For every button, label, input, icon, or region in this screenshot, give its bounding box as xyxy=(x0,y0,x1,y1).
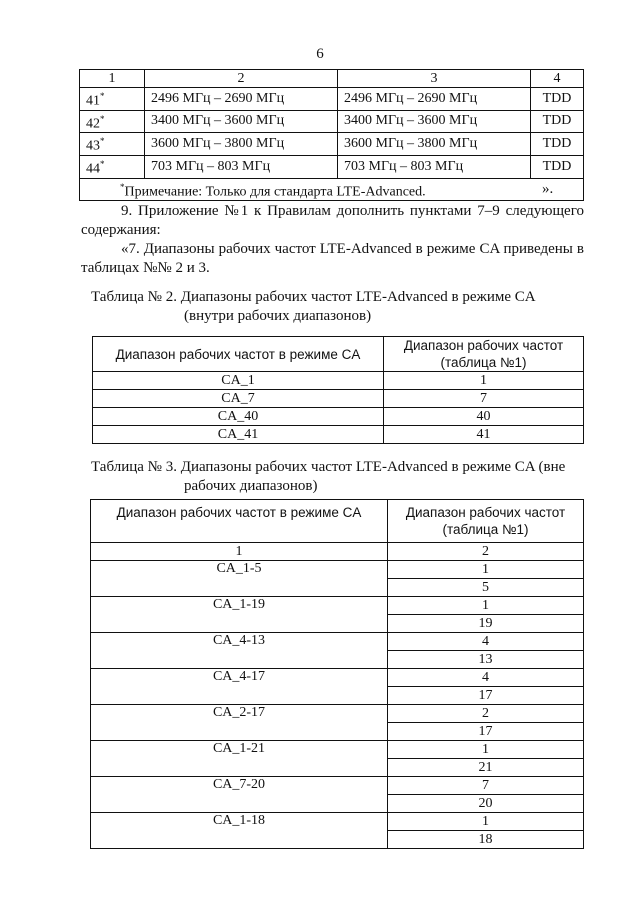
numbering-cell: 2 xyxy=(388,543,584,561)
mode-cell: TDD xyxy=(531,133,584,156)
downlink-cell: 703 МГц – 803 МГц xyxy=(338,155,531,178)
band-cell: 1 xyxy=(388,741,584,759)
table-row xyxy=(80,110,584,133)
uplink-cell: 3600 МГц – 3800 МГц xyxy=(145,133,338,156)
band-cell: 1 xyxy=(388,561,584,579)
closing-quote: ». xyxy=(542,181,554,197)
table-row xyxy=(93,426,584,444)
paragraph-7: «7. Диапазоны рабочих частот LTE-Advanced в режиме CA приведены в таблицах №№ 2 и 3. xyxy=(81,241,584,276)
mode-cell: TDD xyxy=(531,155,584,178)
numbering-row xyxy=(91,543,584,561)
mode-cell: TDD xyxy=(531,110,584,133)
table-row xyxy=(91,741,584,759)
ca-cell: CA_1-18 xyxy=(91,813,388,849)
downlink-cell: 3600 МГц – 3800 МГц xyxy=(338,133,531,156)
table3-caption-line: Таблица № 3. Диапазоны рабочих частот LTE-Advanced в режиме CA (вне xyxy=(91,459,566,475)
table-row xyxy=(93,408,584,426)
band-cell: 7 xyxy=(388,777,584,795)
band-cell: 40 xyxy=(384,408,584,426)
table2-caption xyxy=(91,288,586,326)
ca-cell: CA_2-17 xyxy=(91,705,388,741)
table-row xyxy=(93,390,584,408)
band-cell: 1 xyxy=(388,813,584,831)
table-header-row xyxy=(93,337,584,372)
header-cell: 4 xyxy=(531,70,584,88)
band-cell: 41 xyxy=(384,426,584,444)
band-cell: 5 xyxy=(388,579,584,597)
table-row xyxy=(80,88,584,111)
table-row xyxy=(91,561,584,579)
ca-cell: CA_1 xyxy=(93,372,384,390)
table-row xyxy=(93,372,584,390)
band-cell: 18 xyxy=(388,831,584,849)
table3-caption-line: рабочих диапазонов) xyxy=(184,478,318,494)
band-cell: 7 xyxy=(384,390,584,408)
downlink-cell: 2496 МГц – 2690 МГц xyxy=(338,88,531,111)
table-header-row xyxy=(80,70,584,88)
band-cell: 17 xyxy=(388,687,584,705)
table-note: *Примечание: Только для стандарта LTE-Advanced. xyxy=(80,178,584,201)
header-cell: 3 xyxy=(338,70,531,88)
table-row xyxy=(91,813,584,831)
table3-caption xyxy=(91,458,586,496)
band-cell: 13 xyxy=(388,651,584,669)
band-cell: 17 xyxy=(388,723,584,741)
ca-inter-band-table xyxy=(90,499,584,849)
ca-intra-band-table xyxy=(92,336,584,444)
ca-cell: CA_4-13 xyxy=(91,633,388,669)
table-row xyxy=(91,633,584,651)
paragraph-9: 9. Приложение №1 к Правилам дополнить пунктами 7–9 следующего содержания: xyxy=(81,203,584,238)
ca-cell: CA_1-5 xyxy=(91,561,388,597)
band-cell: 44* xyxy=(80,155,145,178)
table-note-row xyxy=(80,178,584,201)
band-cell: 1 xyxy=(384,372,584,390)
table-row xyxy=(91,777,584,795)
downlink-cell: 3400 МГц – 3600 МГц xyxy=(338,110,531,133)
band-cell: 1 xyxy=(388,597,584,615)
table-row xyxy=(91,705,584,723)
header-cell: 2 xyxy=(145,70,338,88)
page-number: 6 xyxy=(316,46,324,62)
table-header-row xyxy=(91,500,584,543)
table-row xyxy=(80,155,584,178)
band-cell: 43* xyxy=(80,133,145,156)
header-cell: Диапазон рабочих частот (таблица №1) xyxy=(384,337,584,372)
mode-cell: TDD xyxy=(531,88,584,111)
header-cell: Диапазон рабочих частот (таблица №1) xyxy=(388,500,584,543)
table-row xyxy=(91,597,584,615)
ca-cell: CA_4-17 xyxy=(91,669,388,705)
band-cell: 21 xyxy=(388,759,584,777)
band-cell: 4 xyxy=(388,633,584,651)
uplink-cell: 2496 МГц – 2690 МГц xyxy=(145,88,338,111)
header-cell: Диапазон рабочих частот в режиме CA xyxy=(93,337,384,372)
band-cell: 20 xyxy=(388,795,584,813)
ca-cell: CA_1-21 xyxy=(91,741,388,777)
uplink-cell: 3400 МГц – 3600 МГц xyxy=(145,110,338,133)
ca-cell: CA_7-20 xyxy=(91,777,388,813)
ca-cell: CA_7 xyxy=(93,390,384,408)
table-row xyxy=(91,669,584,687)
table2-caption-line: Таблица № 2. Диапазоны рабочих частот LTE-Advanced в режиме CA xyxy=(91,289,536,305)
numbering-cell: 1 xyxy=(91,543,388,561)
uplink-cell: 703 МГц – 803 МГц xyxy=(145,155,338,178)
ca-cell: CA_40 xyxy=(93,408,384,426)
header-cell: Диапазон рабочих частот в режиме CA xyxy=(91,500,388,543)
band-cell: 42* xyxy=(80,110,145,133)
band-cell: 19 xyxy=(388,615,584,633)
table-row xyxy=(80,133,584,156)
ca-cell: CA_1-19 xyxy=(91,597,388,633)
header-cell: 1 xyxy=(80,70,145,88)
band-cell: 2 xyxy=(388,705,584,723)
frequency-bands-table xyxy=(79,69,584,201)
ca-cell: CA_41 xyxy=(93,426,384,444)
table2-caption-line: (внутри рабочих диапазонов) xyxy=(184,308,372,324)
band-cell: 4 xyxy=(388,669,584,687)
band-cell: 41* xyxy=(80,88,145,111)
